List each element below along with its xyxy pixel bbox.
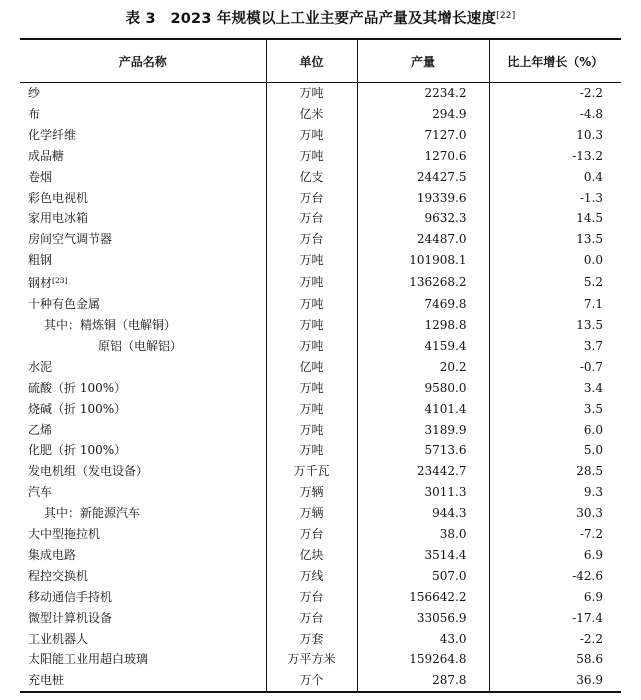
unit-cell: 亿支 [266,167,357,188]
unit-cell: 万辆 [266,503,357,524]
growth-cell: 9.3 [489,482,621,503]
unit-cell: 万台 [266,608,357,629]
header-product-name: 产品名称 [118,54,167,69]
growth-cell: 58.6 [489,649,621,670]
table-row [20,587,621,608]
product-name: 烧碱（折 100%） [28,401,127,416]
table-row [20,167,621,188]
product-name: 成品糖 [28,148,65,163]
table-row [20,524,621,545]
output-cell: 3189.9 [357,420,489,441]
product-name-cell [20,271,266,294]
growth-cell: 5.0 [489,440,621,461]
header-unit: 单位 [266,39,357,83]
product-name: 卷烟 [28,169,53,184]
table-row [20,399,621,420]
unit-cell: 万吨 [266,83,357,104]
table-row [20,629,621,650]
product-name: 充电桩 [28,673,65,688]
output-cell: 4101.4 [357,399,489,420]
output-cell: 101908.1 [357,250,489,271]
growth-cell: 13.5 [489,315,621,336]
table-row [20,649,621,670]
product-name: 化肥（折 100%） [28,443,127,458]
product-name: 钢材 [28,276,53,291]
output-cell: 23442.7 [357,461,489,482]
table-row [20,146,621,167]
growth-cell: 0.0 [489,250,621,271]
product-name: 化学纤维 [28,127,77,142]
unit-cell: 万个 [266,670,357,692]
product-name: 太阳能工业用超白玻璃 [28,652,149,667]
output-cell: 4159.4 [357,336,489,357]
unit-cell: 万吨 [266,440,357,461]
table-row [20,336,621,357]
unit-cell: 万平方米 [266,649,357,670]
title-footnote-ref: [22] [496,11,516,21]
unit-cell: 万辆 [266,482,357,503]
growth-cell: 7.1 [489,294,621,315]
growth-cell: 6.9 [489,587,621,608]
product-name: 微型计算机设备 [28,610,113,625]
growth-cell: -2.2 [489,83,621,104]
output-cell: 136268.2 [357,271,489,294]
unit-cell: 万吨 [266,250,357,271]
unit-cell: 万线 [266,566,357,587]
output-cell: 7469.8 [357,294,489,315]
footnote-ref: [23] [52,276,68,286]
unit-cell: 万吨 [266,336,357,357]
output-cell: 20.2 [357,357,489,378]
growth-cell: 6.0 [489,420,621,441]
output-cell: 507.0 [357,566,489,587]
product-name: 硫酸（折 100%） [28,380,127,395]
table-row [20,271,621,294]
growth-cell: -0.7 [489,357,621,378]
product-name: 发电机组（发电设备） [28,464,149,479]
growth-cell: -2.2 [489,629,621,650]
output-cell: 33056.9 [357,608,489,629]
product-name: 移动通信手持机 [28,589,113,604]
product-name: 纱 [28,86,41,100]
table-header [20,39,621,83]
output-cell: 3514.4 [357,545,489,566]
table-row [20,503,621,524]
product-name: 粗钢 [28,253,53,268]
growth-cell: -4.8 [489,104,621,125]
growth-cell: -1.3 [489,188,621,209]
product-output-table [20,38,621,693]
table-row [20,208,621,229]
growth-cell: -42.6 [489,566,621,587]
unit-cell: 万套 [266,629,357,650]
growth-cell: 28.5 [489,461,621,482]
table-row [20,104,621,125]
table-row [20,420,621,441]
table-body [20,83,621,693]
output-cell: 24487.0 [357,229,489,250]
product-name: 其中：新能源汽车 [44,506,141,521]
header-row [20,39,621,83]
growth-cell: 3.4 [489,378,621,399]
table-row [20,250,621,271]
output-cell: 1270.6 [357,146,489,167]
output-cell: 287.8 [357,670,489,692]
table-row [20,188,621,209]
growth-cell: 13.5 [489,229,621,250]
output-cell: 2234.2 [357,83,489,104]
output-cell: 156642.2 [357,587,489,608]
product-name: 彩色电视机 [28,190,89,205]
table-row [20,461,621,482]
growth-cell: 5.2 [489,271,621,294]
table-row [20,545,621,566]
output-cell: 294.9 [357,104,489,125]
unit-cell: 万吨 [266,315,357,336]
growth-cell: 3.5 [489,399,621,420]
product-name: 工业机器人 [28,631,89,646]
unit-cell: 万台 [266,587,357,608]
growth-cell: -7.2 [489,524,621,545]
growth-cell: 10.3 [489,125,621,146]
table-row [20,294,621,315]
table-title-text: 表 3 2023 年规模以上工业主要产品产量及其增长速度 [125,11,497,27]
unit-cell: 万吨 [266,378,357,399]
table-row [20,608,621,629]
unit-cell: 万吨 [266,399,357,420]
unit-cell: 万台 [266,208,357,229]
unit-cell: 万吨 [266,420,357,441]
product-name: 乙烯 [28,422,53,437]
unit-cell: 万千瓦 [266,461,357,482]
output-cell: 159264.8 [357,649,489,670]
product-name: 集成电路 [28,547,77,562]
table-row [20,125,621,146]
product-name: 其中：精炼铜（电解铜） [44,317,177,332]
output-cell: 1298.8 [357,315,489,336]
output-cell: 9632.3 [357,208,489,229]
growth-cell: 3.7 [489,336,621,357]
growth-cell: 6.9 [489,545,621,566]
output-cell: 3011.3 [357,482,489,503]
product-name: 十种有色金属 [28,297,101,312]
table-row [20,670,621,692]
table-row [20,315,621,336]
growth-cell: -13.2 [489,146,621,167]
header-output: 产量 [357,39,489,83]
output-cell: 19339.6 [357,188,489,209]
unit-cell: 万台 [266,188,357,209]
output-cell: 24427.5 [357,167,489,188]
table-title [0,6,641,29]
unit-cell: 亿块 [266,545,357,566]
unit-cell: 万吨 [266,271,357,294]
output-cell: 944.3 [357,503,489,524]
product-name: 水泥 [28,359,53,374]
table-row [20,482,621,503]
output-cell: 5713.6 [357,440,489,461]
product-name: 家用电冰箱 [28,211,89,226]
product-name: 汽车 [28,485,53,500]
table-row [20,440,621,461]
unit-cell: 亿米 [266,104,357,125]
product-name: 程控交换机 [28,568,89,583]
table-row [20,229,621,250]
growth-cell: 0.4 [489,167,621,188]
table-row [20,83,621,104]
growth-cell: 36.9 [489,670,621,692]
product-name: 大中型拖拉机 [28,527,101,542]
table-row [20,566,621,587]
growth-cell: 14.5 [489,208,621,229]
product-name: 房间空气调节器 [28,232,113,247]
unit-cell: 万吨 [266,125,357,146]
unit-cell: 万吨 [266,146,357,167]
unit-cell: 亿吨 [266,357,357,378]
output-cell: 7127.0 [357,125,489,146]
header-growth: 比上年增长（%） [489,39,621,83]
output-cell: 38.0 [357,524,489,545]
product-name: 布 [28,106,41,121]
growth-cell: -17.4 [489,608,621,629]
unit-cell: 万吨 [266,294,357,315]
product-name: 原铝（电解铝） [98,338,183,353]
unit-cell: 万台 [266,524,357,545]
growth-cell: 30.3 [489,503,621,524]
output-cell: 9580.0 [357,378,489,399]
output-cell: 43.0 [357,629,489,650]
unit-cell: 万台 [266,229,357,250]
table-row [20,357,621,378]
table-row [20,378,621,399]
